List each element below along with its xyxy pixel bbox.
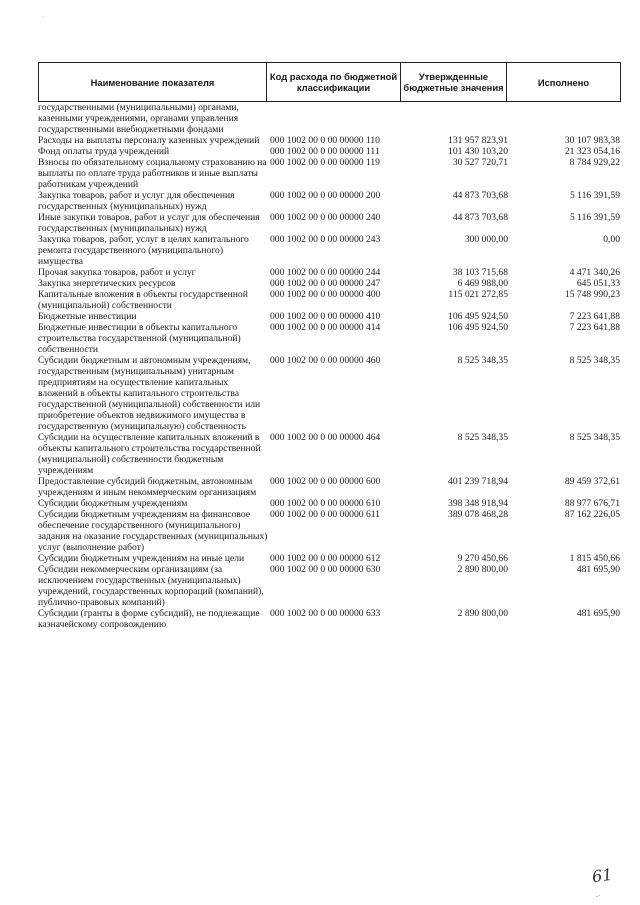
row-code: 000 1002 00 0 00 00000 111 bbox=[270, 146, 380, 157]
row-name: Закупка товаров, работ и услуг для обеспечения государственных (муниципальных) нужд bbox=[38, 190, 235, 212]
row-executed: 87 162 226,05 bbox=[564, 509, 620, 520]
row-code: 000 1002 00 0 00 00000 630 bbox=[270, 564, 381, 575]
row-approved: 44 873 703,68 bbox=[452, 190, 508, 201]
row-name: Иные закупки товаров, работ и услуг для обеспечения государственных (муниципальных) нужд bbox=[38, 212, 260, 234]
table-row bbox=[38, 322, 620, 355]
row-name: Бюджетные инвестиции в объекты капитального строительства государственной (муниципальной) собственности bbox=[38, 322, 241, 355]
row-code: 000 1002 00 0 00 00000 633 bbox=[270, 608, 381, 619]
row-code: 000 1002 00 0 00 00000 414 bbox=[270, 322, 381, 333]
row-executed: 88 977 676,71 bbox=[564, 498, 620, 509]
row-name: Субсидии некоммерческим организациям (за исключением государственных (муниципальных) учреждений, государственных корпораций (компаний), публично-правовых компаний) bbox=[38, 564, 264, 608]
row-approved: 115 021 272,85 bbox=[448, 289, 508, 300]
row-name: Прочая закупка товаров, работ и услуг bbox=[38, 267, 196, 278]
row-code bbox=[270, 102, 400, 135]
row-approved: 6 469 988,00 bbox=[457, 278, 508, 289]
row-executed: 21 323 054,16 bbox=[564, 146, 620, 157]
row-executed: 8 525 348,35 bbox=[569, 355, 620, 366]
budget-table bbox=[38, 102, 620, 630]
row-approved: 300 000,00 bbox=[464, 234, 508, 245]
row-approved: 2 890 800,00 bbox=[457, 608, 508, 619]
row-code: 000 1002 00 0 00 00000 119 bbox=[270, 157, 380, 168]
row-code: 000 1002 00 0 00 00000 200 bbox=[270, 190, 381, 201]
row-approved: 389 078 468,28 bbox=[448, 509, 508, 520]
row-executed: 645 051,33 bbox=[576, 278, 620, 289]
table-row bbox=[38, 608, 620, 630]
row-code: 000 1002 00 0 00 00000 460 bbox=[270, 355, 381, 366]
row-approved: 131 957 823,91 bbox=[448, 135, 508, 146]
row-code: 000 1002 00 0 00 00000 611 bbox=[270, 509, 380, 520]
row-code: 000 1002 00 0 00 00000 610 bbox=[270, 498, 381, 509]
row-executed: 0,00 bbox=[603, 234, 620, 245]
row-approved: 398 348 918,94 bbox=[448, 498, 508, 509]
document-sheet bbox=[38, 62, 620, 630]
table-row bbox=[38, 553, 620, 564]
row-code: 000 1002 00 0 00 00000 600 bbox=[270, 476, 381, 487]
row-approved: 38 103 715,68 bbox=[452, 267, 508, 278]
row-approved: 106 495 924,50 bbox=[448, 311, 508, 322]
row-name: Бюджетные инвестиции bbox=[38, 311, 137, 322]
row-name: Субсидии бюджетным и автономным учреждениям, государственным (муниципальным) унитарным предприятиям на осуществление капитальных вложений в объекты капитального строительства государственной (муниципальной) собственности или приобретение объектов недвижимого имущества в государственную (муниципальную) собственность bbox=[38, 355, 261, 432]
row-code: 000 1002 00 0 00 00000 110 bbox=[270, 135, 380, 146]
row-code: 000 1002 00 0 00 00000 410 bbox=[270, 311, 381, 322]
row-approved: 44 873 703,68 bbox=[452, 212, 508, 223]
row-approved: 106 495 924,50 bbox=[448, 322, 508, 333]
header-code-column: Код расхода по бюджетной классификации bbox=[267, 63, 401, 102]
row-approved: 9 270 450,66 bbox=[457, 553, 508, 564]
table-row bbox=[38, 212, 620, 234]
row-executed: 89 459 372,61 bbox=[564, 476, 620, 487]
table-row bbox=[38, 234, 620, 267]
row-code: 000 1002 00 0 00 00000 400 bbox=[270, 289, 381, 300]
row-executed: 5 116 391,59 bbox=[569, 212, 620, 223]
row-executed: 4 471 340,26 bbox=[569, 267, 620, 278]
page-number: 61 bbox=[590, 864, 614, 887]
table-row bbox=[38, 102, 620, 135]
row-approved: 30 527 720,71 bbox=[452, 157, 508, 168]
table-row bbox=[38, 157, 620, 190]
table-row bbox=[38, 498, 620, 509]
row-executed: 15 748 990,23 bbox=[564, 289, 620, 300]
row-executed: 481 695,90 bbox=[576, 564, 620, 575]
row-code: 000 1002 00 0 00 00000 243 bbox=[270, 234, 381, 245]
row-code: 000 1002 00 0 00 00000 240 bbox=[270, 212, 381, 223]
row-executed: 481 695,90 bbox=[576, 608, 620, 619]
row-executed bbox=[508, 102, 620, 135]
row-name: Закупка энергетических ресурсов bbox=[38, 278, 176, 289]
row-name: Взносы по обязательному социальному страхованию на выплаты по оплате труда работников и иные выплаты работникам учреждений bbox=[38, 157, 267, 190]
row-code: 000 1002 00 0 00 00000 612 bbox=[270, 553, 381, 564]
table-row bbox=[38, 289, 620, 311]
scan-mark-bottom: -· bbox=[596, 892, 601, 900]
table-row bbox=[38, 135, 620, 146]
row-approved bbox=[400, 102, 508, 135]
table-row bbox=[38, 509, 620, 553]
row-executed: 7 223 641,88 bbox=[569, 322, 620, 333]
header-name-column: Наименование показателя bbox=[39, 63, 267, 102]
row-executed: 1 815 450,66 bbox=[569, 553, 620, 564]
row-code: 000 1002 00 0 00 00000 464 bbox=[270, 432, 381, 443]
table-header bbox=[38, 62, 621, 102]
row-name: Капитальные вложения в объекты государственной (муниципальной) собственности bbox=[38, 289, 248, 311]
scan-mark-top: · bbox=[42, 14, 44, 20]
row-executed: 8 784 929,22 bbox=[569, 157, 620, 168]
row-name: Субсидии (гранты в форме субсидий), не подлежащие казначейскому сопровождению bbox=[38, 608, 260, 630]
row-name: Субсидии на осуществление капитальных вложений в объекты капитального строительства государственной (муниципальной) собственности бюджетным учреждениям bbox=[38, 432, 261, 476]
row-executed: 5 116 391,59 bbox=[569, 190, 620, 201]
row-approved: 8 525 348,35 bbox=[457, 432, 508, 443]
table-row bbox=[38, 311, 620, 322]
row-name: Фонд оплаты труда учреждений bbox=[38, 146, 170, 157]
row-approved: 401 239 718,94 bbox=[448, 476, 508, 487]
table-row bbox=[38, 432, 620, 476]
table-row bbox=[38, 190, 620, 212]
row-approved: 101 430 103,20 bbox=[448, 146, 508, 157]
row-code: 000 1002 00 0 00 00000 247 bbox=[270, 278, 381, 289]
row-executed: 7 223 641,88 bbox=[569, 311, 620, 322]
row-executed: 30 107 983,38 bbox=[564, 135, 620, 146]
row-name: Расходы на выплаты персоналу казенных учреждений bbox=[38, 135, 260, 146]
row-code: 000 1002 00 0 00 00000 244 bbox=[270, 267, 381, 278]
row-approved: 8 525 348,35 bbox=[457, 355, 508, 366]
row-approved: 2 890 800,00 bbox=[457, 564, 508, 575]
row-name: Субсидии бюджетным учреждениям bbox=[38, 498, 188, 509]
row-executed: 8 525 348,35 bbox=[569, 432, 620, 443]
header-executed-column: Исполнено bbox=[507, 63, 621, 102]
row-name: Субсидии бюджетным учреждениям на иные цели bbox=[38, 553, 245, 564]
table-row bbox=[38, 355, 620, 432]
header-approved-column: Утвержденные бюджетные значения bbox=[401, 63, 507, 102]
table-row bbox=[38, 564, 620, 608]
table-row bbox=[38, 278, 620, 289]
row-name: Закупка товаров, работ, услуг в целях капитального ремонта государственного (муниципального) имущества bbox=[38, 234, 249, 267]
row-name: Предоставление субсидий бюджетным, автономным учреждениям и иным некоммерческим организациям bbox=[38, 476, 257, 498]
table-row bbox=[38, 267, 620, 278]
row-name: государственными (муниципальными) органами, казенными учреждениями, органами управления государственными внебюджетными фондами bbox=[38, 102, 239, 135]
table-row bbox=[38, 476, 620, 498]
table-row bbox=[38, 146, 620, 157]
row-name: Субсидии бюджетным учреждениям на финансовое обеспечение государственного (муниципального) задания на оказание государственных (муниципальных) услуг (выполнение работ) bbox=[38, 509, 268, 553]
